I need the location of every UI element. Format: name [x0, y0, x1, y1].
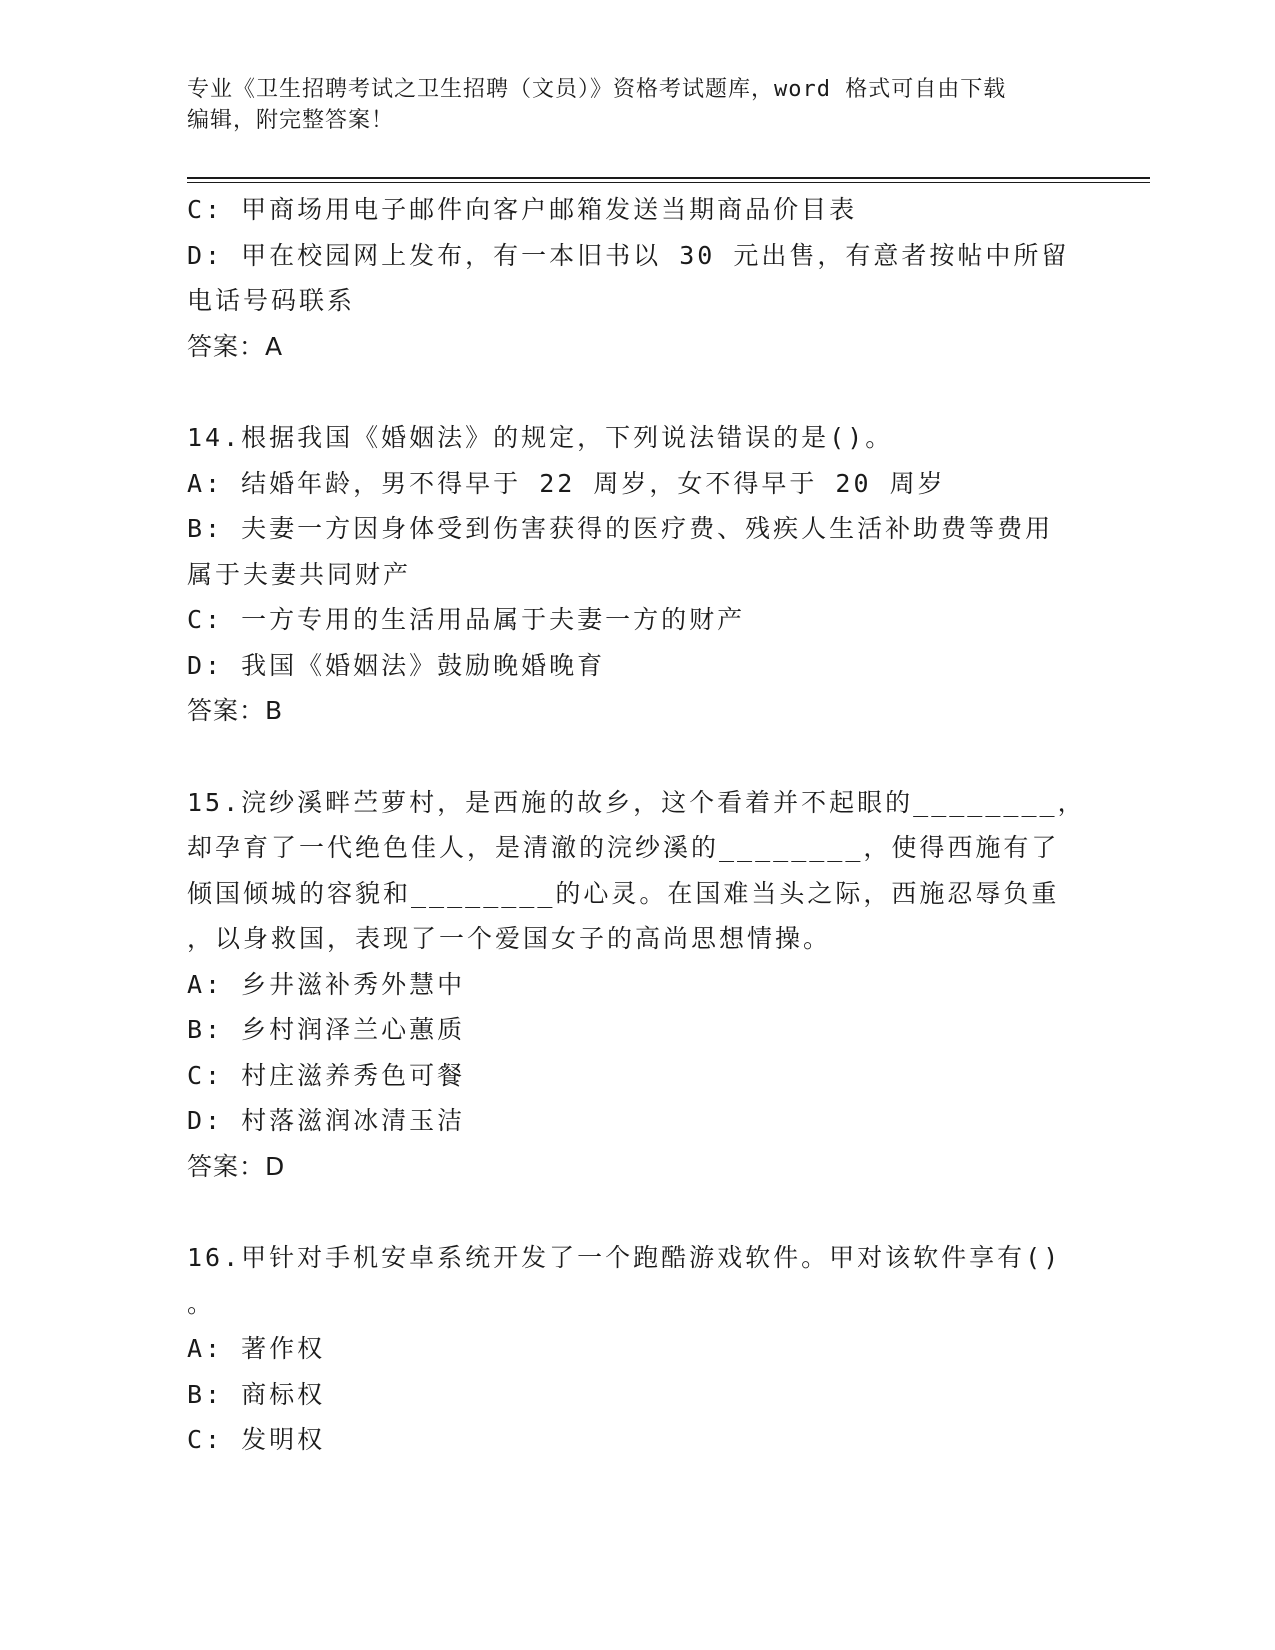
option-c: C: 村庄滋养秀色可餐 — [187, 1060, 466, 1090]
spacer — [187, 734, 1087, 780]
spacer — [187, 1189, 1087, 1235]
question-text-continued: 却孕育了一代绝色佳人，是清澈的浣纱溪的________，使得西施有了 — [187, 833, 1060, 862]
answer-label: 答案：D — [187, 1151, 286, 1181]
question-text: 16.甲针对手机安卓系统开发了一个跑酷游戏软件。甲对该软件享有() — [187, 1243, 1062, 1272]
header-line-2: 编辑，附完整答案！ — [187, 108, 395, 133]
question-text: 15.浣纱溪畔苎萝村，是西施的故乡，这个看着并不起眼的________， — [187, 787, 1086, 817]
header-line-1: 专业《卫生招聘考试之卫生招聘（文员）》资格考试题库，word 格式可自由下载 — [187, 77, 1007, 102]
question-16-block — [187, 1235, 1087, 1463]
option-a: A: 著作权 — [187, 1334, 326, 1363]
question-text-continued: ，以身救国，表现了一个爱国女子的高尚思想情操。 — [187, 924, 832, 953]
option-b: B: 夫妻一方因身体受到伤害获得的医疗费、残疾人生活补助费等费用 — [187, 514, 1054, 543]
question-13-block — [187, 187, 1087, 369]
option-d: D: 甲在校园网上发布，有一本旧书以 30 元出售，有意者按帖中所留 — [187, 240, 1070, 270]
question-text: 14.根据我国《婚姻法》的规定，下列说法错误的是()。 — [187, 423, 894, 452]
answer-label: 答案：B — [187, 696, 284, 725]
spacer — [187, 369, 1087, 415]
option-d: D: 村落滋润冰清玉洁 — [187, 1106, 466, 1135]
document-header — [187, 74, 1087, 136]
header-divider-thick — [187, 177, 1150, 179]
option-a: A: 结婚年龄，男不得早于 22 周岁，女不得早于 20 周岁 — [187, 468, 946, 498]
header-divider-thin — [187, 182, 1150, 183]
option-c: C: 一方专用的生活用品属于夫妻一方的财产 — [187, 605, 746, 634]
question-14-block — [187, 415, 1087, 734]
answer-label: 答案：A — [187, 331, 284, 361]
option-a: A: 乡井滋补秀外慧中 — [187, 969, 466, 999]
question-list — [187, 187, 1087, 1463]
option-b: B: 乡村润泽兰心蕙质 — [187, 1015, 466, 1044]
option-b: B: 商标权 — [187, 1379, 326, 1409]
option-d: D: 我国《婚姻法》鼓励晚婚晚育 — [187, 650, 606, 680]
question-text-continued: 倾国倾城的容貌和________的心灵。在国难当头之际，西施忍辱负重 — [187, 878, 1060, 908]
question-text-continued: 。 — [187, 1288, 216, 1318]
option-b-continued: 属于夫妻共同财产 — [187, 559, 412, 589]
option-c: C: 甲商场用电子邮件向客户邮箱发送当期商品价目表 — [187, 195, 858, 224]
option-c: C: 发明权 — [187, 1425, 326, 1454]
question-15-block — [187, 780, 1087, 1190]
option-d-continued: 电话号码联系 — [187, 286, 356, 315]
